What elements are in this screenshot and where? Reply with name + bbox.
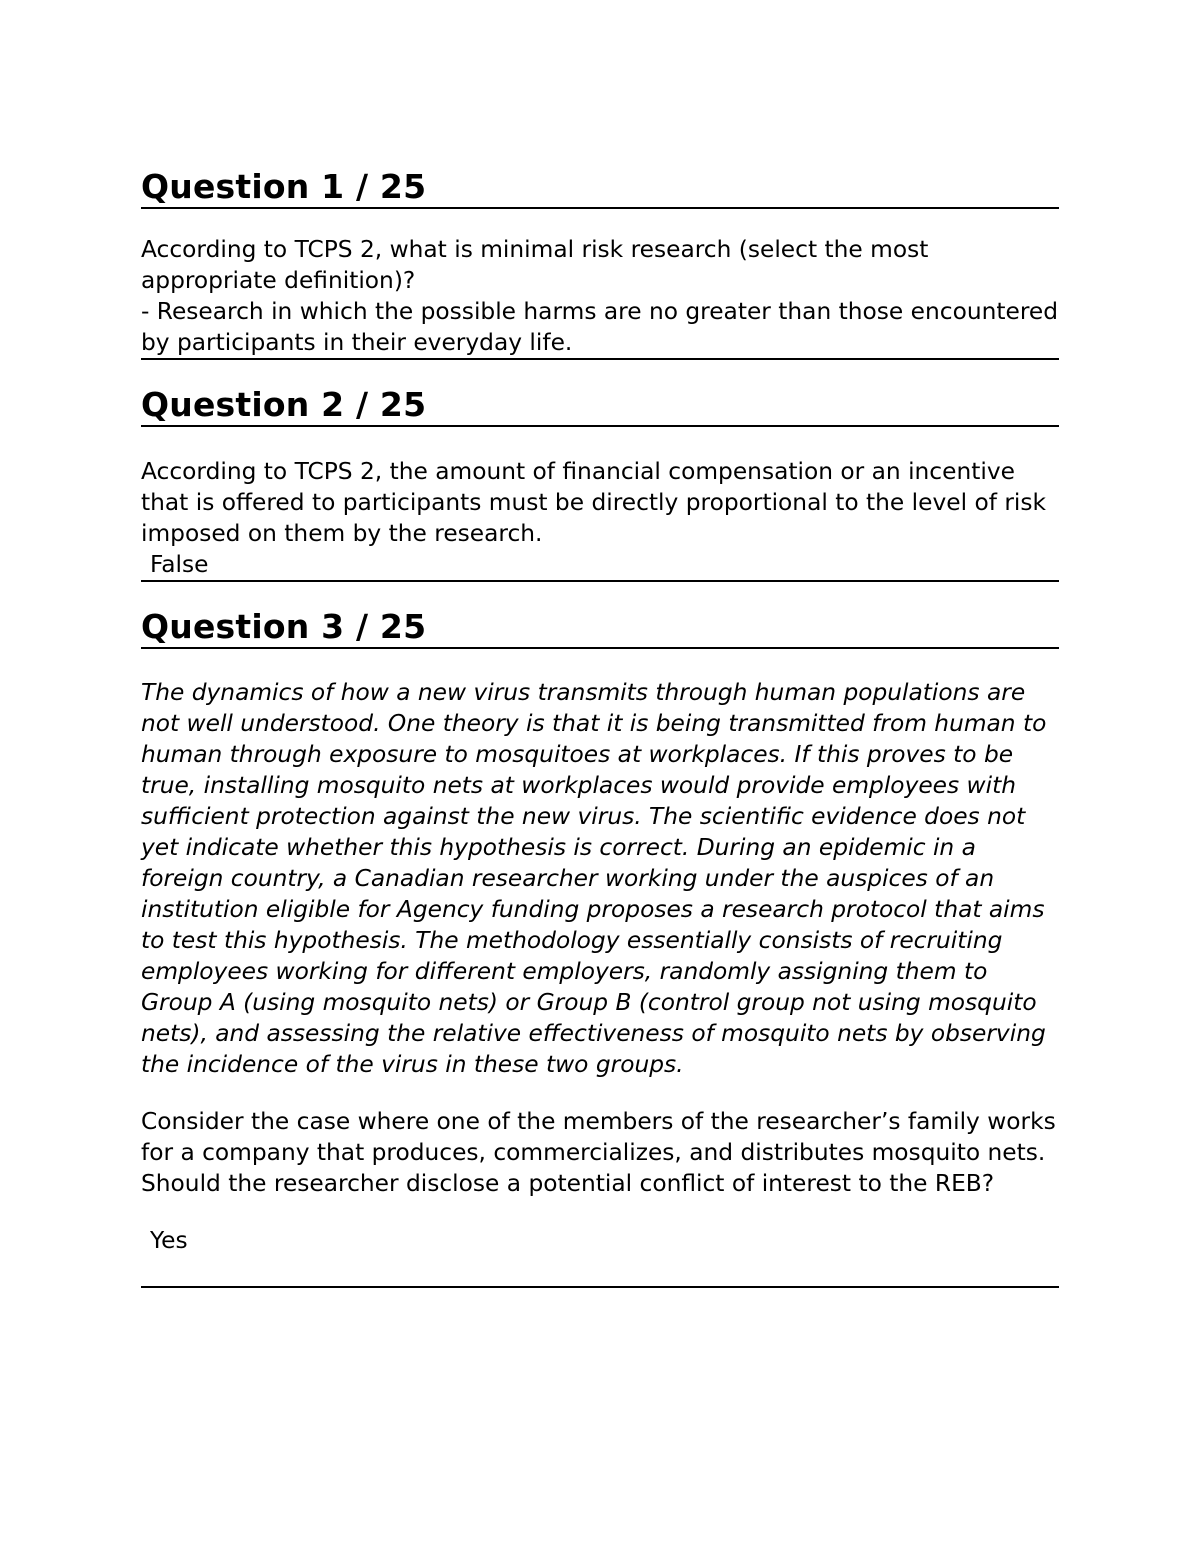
document-page [141, 168, 1059, 1288]
question-1-block [141, 209, 1059, 360]
question-2-prompt: According to TCPS 2, the amount of financial compensation or an incentive that is offered to participants must be directly proportional to the level of risk imposed on them by the research. [141, 458, 1047, 547]
question-1-heading: Question 1 / 25 [141, 168, 1059, 209]
question-3-scenario: The dynamics of how a new virus transmits through human populations are not well understood. One theory is that it is being transmitted from human to human through exposure to mosquitoes at workplaces. If this proves to be true, installing mosquito nets at workplaces would provide employees with sufficient protection against the new virus. The scientific evidence does not yet indicate whether this hypothesis is correct. During an epidemic in a foreign country, a Canadian researcher working under the auspices of an institution eligible for Agency funding proposes a research protocol that aims to test this hypothesis. The methodology essentially consists of recruiting employees working for different employers, randomly assigning them to Group A (using mosquito nets) or Group B (control group not using mosquito nets), and assessing the relative effectiveness of mosquito nets by observing the incidence of the virus in these two groups. [141, 679, 1047, 1078]
question-2-heading: Question 2 / 25 [141, 386, 1059, 427]
question-1-answer: - Research in which the possible harms are no greater than those encountered by participants in their everyday life. [141, 298, 1059, 356]
question-3-block [141, 649, 1059, 1288]
question-3-prompt: Consider the case where one of the members of the researcher’s family works for a company that produces, commercializes, and distributes mosquito nets. Should the researcher disclose a potential conflict of interest to the REB? [141, 1108, 1056, 1197]
question-2-block [141, 427, 1059, 582]
question-2-answer: False [150, 551, 209, 578]
question-3-answer: Yes [150, 1227, 188, 1254]
question-3-heading: Question 3 / 25 [141, 608, 1059, 649]
question-1-prompt: According to TCPS 2, what is minimal risk research (select the most appropriate definition)? [141, 236, 929, 294]
